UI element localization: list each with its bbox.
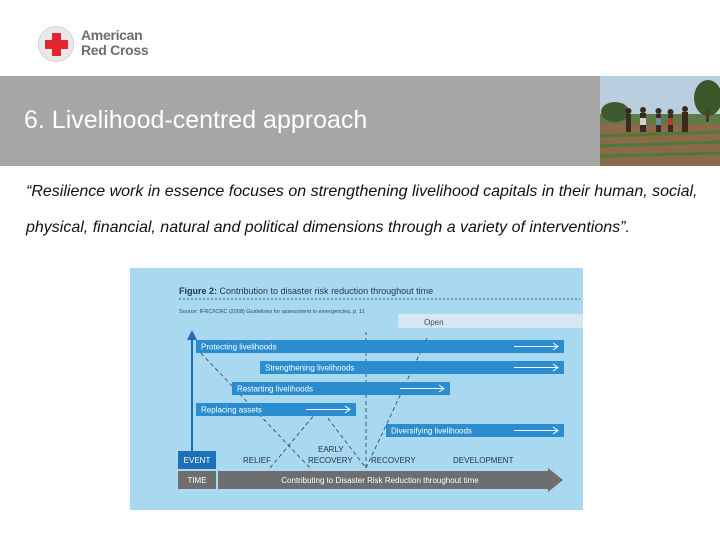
event-label: EVENT: [183, 456, 211, 465]
resilience-quote: “Resilience work in essence focuses on strengthening livelihood capitals in their human, social, physical, financial, natural and political dimensions through a variety of interventions”.: [26, 183, 698, 236]
slide-title: 6. Livelihood-centred approach: [24, 106, 368, 134]
phase-early: EARLY: [318, 445, 344, 454]
strengthening-livelihoods-label: Strengthening livelihoods: [265, 363, 355, 373]
timeline-arrowhead: [548, 468, 563, 492]
farmers-field-photo: [600, 76, 720, 166]
figure-2-diagram: [130, 268, 583, 510]
time-label: TIME: [187, 476, 207, 485]
restarting-livelihoods-label: Restarting livelihoods: [237, 384, 314, 394]
strengthening-livelihoods-arrow: [260, 361, 564, 374]
red-cross-icon: [38, 26, 74, 62]
diversifying-livelihoods-arrow: [386, 424, 564, 437]
red-cross-horizontal-bar: [45, 40, 68, 49]
figure-source: Source: IFRC/ICRC (2008) Guidelines for assessment in emergencies, p. 11: [179, 309, 365, 315]
logo-wordmark: [81, 28, 148, 58]
logo-line-2: Red Cross: [81, 42, 149, 58]
logo-line-1: American: [81, 27, 143, 43]
open-label: Open: [424, 318, 444, 327]
diversifying-livelihoods-label: Diversifying livelihoods: [391, 426, 472, 436]
phase-early-recovery: RECOVERY: [308, 456, 353, 465]
drr-timeline-diagram: [130, 268, 583, 510]
phase-relief: RELIEF: [243, 456, 272, 465]
protecting-livelihoods-arrow: [196, 340, 564, 353]
phase-development: DEVELOPMENT: [453, 456, 514, 465]
photo-illustration: [600, 76, 720, 166]
american-red-cross-logo: [38, 26, 178, 66]
figure-heading: Figure 2: Contribution to disaster risk reduction throughout time: [179, 286, 434, 296]
restarting-livelihoods-arrow: [232, 382, 450, 395]
phase-labels: [243, 445, 514, 465]
replacing-assets-arrow: [196, 403, 356, 416]
phase-recovery: RECOVERY: [371, 456, 416, 465]
replacing-assets-label: Replacing assets: [201, 405, 262, 415]
protecting-livelihoods-label: Protecting livelihoods: [201, 342, 277, 352]
event-arrowhead: [187, 330, 197, 340]
livelihood-arrows: [196, 340, 564, 437]
timeline-text: Contributing to Disaster Risk Reduction throughout time: [281, 476, 479, 485]
